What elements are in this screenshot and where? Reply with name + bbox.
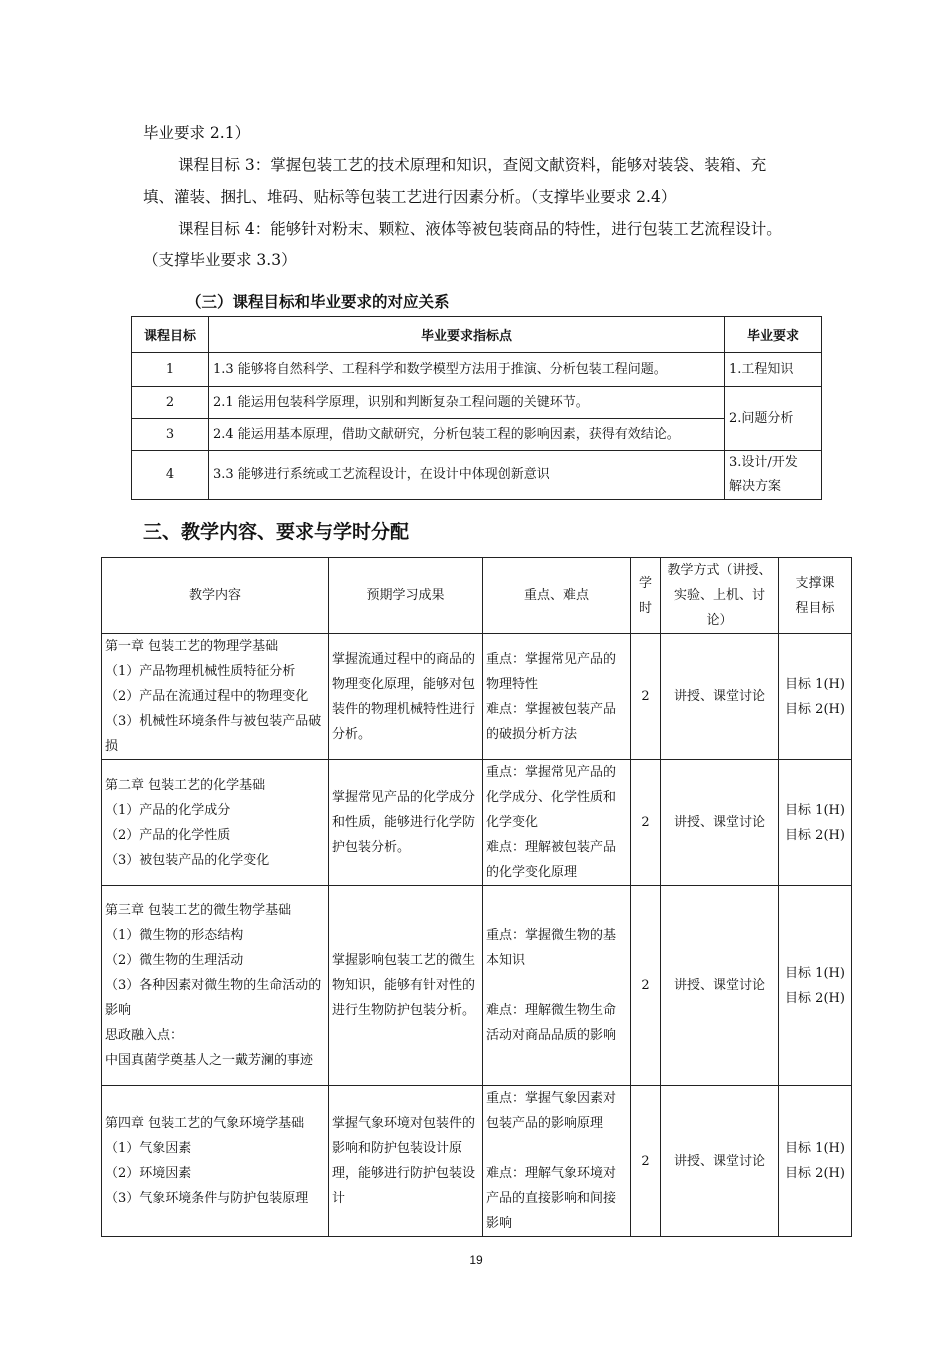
target-cell: 目标 1(H) 目标 2(H)	[779, 886, 852, 1086]
content-cell: 第一章 包装工艺的物理学基础 （1）产品物理机械性质特征分析 （2）产品在流通过程中的物理变化 （3）机械性环境条件与被包装产品破损	[102, 634, 329, 760]
target-cell: 目标 1(H) 目标 2(H)	[779, 760, 852, 886]
key-cell: 重点：掌握常见产品的物理特性 难点：掌握被包装产品的破损分析方法	[483, 634, 631, 760]
outcome-cell: 掌握气象环境对包装件的影响和防护包装设计原理，能够进行防护包装设计	[329, 1086, 483, 1237]
chapter-heading: 三、教学内容、要求与学时分配	[143, 521, 410, 543]
table-row	[102, 760, 852, 886]
content-cell: 第四章 包装工艺的气象环境学基础 （1）气象因素 （2）环境因素 （3）气象环境条件与防护包装原理	[102, 1086, 329, 1237]
hours-cell: 2	[631, 634, 661, 760]
goal-requirement-table	[131, 316, 822, 500]
goal-cell: 3	[132, 419, 209, 451]
intro-line-2: 课程目标 3：掌握包装工艺的技术原理和知识，查阅文献资料，能够对装袋、装箱、充	[178, 156, 767, 174]
table-row	[132, 451, 822, 500]
outcome-cell: 掌握常见产品的化学成分和性质，能够进行化学防护包装分析。	[329, 760, 483, 886]
header-cell: 重点、难点	[483, 558, 631, 634]
header-cell: 教学内容	[102, 558, 329, 634]
hours-cell: 2	[631, 886, 661, 1086]
requirement-cell: 2.问题分析	[725, 387, 822, 451]
header-cell: 毕业要求指标点	[209, 317, 725, 353]
indicator-cell: 2.4 能运用基本原理，借助文献研究，分析包装工程的影响因素，获得有效结论。	[209, 419, 725, 451]
header-cell: 课程目标	[132, 317, 209, 353]
table-header-row	[102, 558, 852, 634]
requirement-cell: 1.工程知识	[725, 353, 822, 387]
goal-cell: 1	[132, 353, 209, 387]
target-cell: 目标 1(H) 目标 2(H)	[779, 634, 852, 760]
key-cell: 重点：掌握微生物的基本知识 难点：理解微生物生命活动对商品品质的影响	[483, 886, 631, 1086]
hours-cell: 2	[631, 1086, 661, 1237]
outcome-cell: 掌握流通过程中的商品的物理变化原理，能够对包装件的物理机械特性进行分析。	[329, 634, 483, 760]
content-cell: 第二章 包装工艺的化学基础 （1）产品的化学成分 （2）产品的化学性质 （3）被包装产品的化学变化	[102, 760, 329, 886]
table-row	[132, 419, 822, 451]
indicator-cell: 2.1 能运用包装科学原理，识别和判断复杂工程问题的关键环节。	[209, 387, 725, 419]
hours-cell: 2	[631, 760, 661, 886]
header-cell: 毕业要求	[725, 317, 822, 353]
method-cell: 讲授、课堂讨论	[661, 1086, 779, 1237]
indicator-cell: 3.3 能够进行系统或工艺流程设计，在设计中体现创新意识	[209, 451, 725, 500]
requirement-cell: 3.设计/开发 解决方案	[725, 451, 822, 500]
header-cell: 教学方式（讲授、 实验、上机、讨论）	[661, 558, 779, 634]
method-cell: 讲授、课堂讨论	[661, 634, 779, 760]
key-cell: 重点：掌握气象因素对包装产品的影响原理 难点：理解气象环境对产品的直接影响和间接影响	[483, 1086, 631, 1237]
header-cell: 学 时	[631, 558, 661, 634]
table-row	[132, 387, 822, 419]
header-cell: 预期学习成果	[329, 558, 483, 634]
indicator-cell: 1.3 能够将自然科学、工程科学和数学模型方法用于推演、分析包装工程问题。	[209, 353, 725, 387]
intro-line-4: 课程目标 4：能够针对粉末、颗粒、液体等被包装商品的特性，进行包装工艺流程设计。	[178, 220, 782, 238]
page-number: 19	[469, 1253, 483, 1267]
table-row	[102, 886, 852, 1086]
table-row	[132, 353, 822, 387]
intro-line-5: （支撑毕业要求 3.3）	[143, 251, 297, 269]
table-header-row	[132, 317, 822, 353]
method-cell: 讲授、课堂讨论	[661, 760, 779, 886]
goal-cell: 2	[132, 387, 209, 419]
target-cell: 目标 1(H) 目标 2(H)	[779, 1086, 852, 1237]
teaching-content-table	[101, 557, 852, 1237]
key-cell: 重点：掌握常见产品的化学成分、化学性质和化学变化 难点：理解被包装产品的化学变化原理	[483, 760, 631, 886]
method-cell: 讲授、课堂讨论	[661, 886, 779, 1086]
table-row	[102, 1086, 852, 1237]
content-cell: 第三章 包装工艺的微生物学基础 （1）微生物的形态结构 （2）微生物的生理活动 （3）各种因素对微生物的生命活动的影响 思政融入点： 中国真菌学奠基人之一戴芳澜的事迹	[102, 886, 329, 1086]
table-row	[102, 634, 852, 760]
intro-line-3: 填、灌装、捆扎、堆码、贴标等包装工艺进行因素分析。（支撑毕业要求 2.4）	[143, 188, 677, 206]
section-heading: （三）课程目标和毕业要求的对应关系	[186, 293, 450, 311]
header-cell: 支撑课 程目标	[779, 558, 852, 634]
intro-line-1: 毕业要求 2.1）	[143, 124, 251, 142]
outcome-cell: 掌握影响包装工艺的微生物知识，能够有针对性的进行生物防护包装分析。	[329, 886, 483, 1086]
goal-cell: 4	[132, 451, 209, 500]
